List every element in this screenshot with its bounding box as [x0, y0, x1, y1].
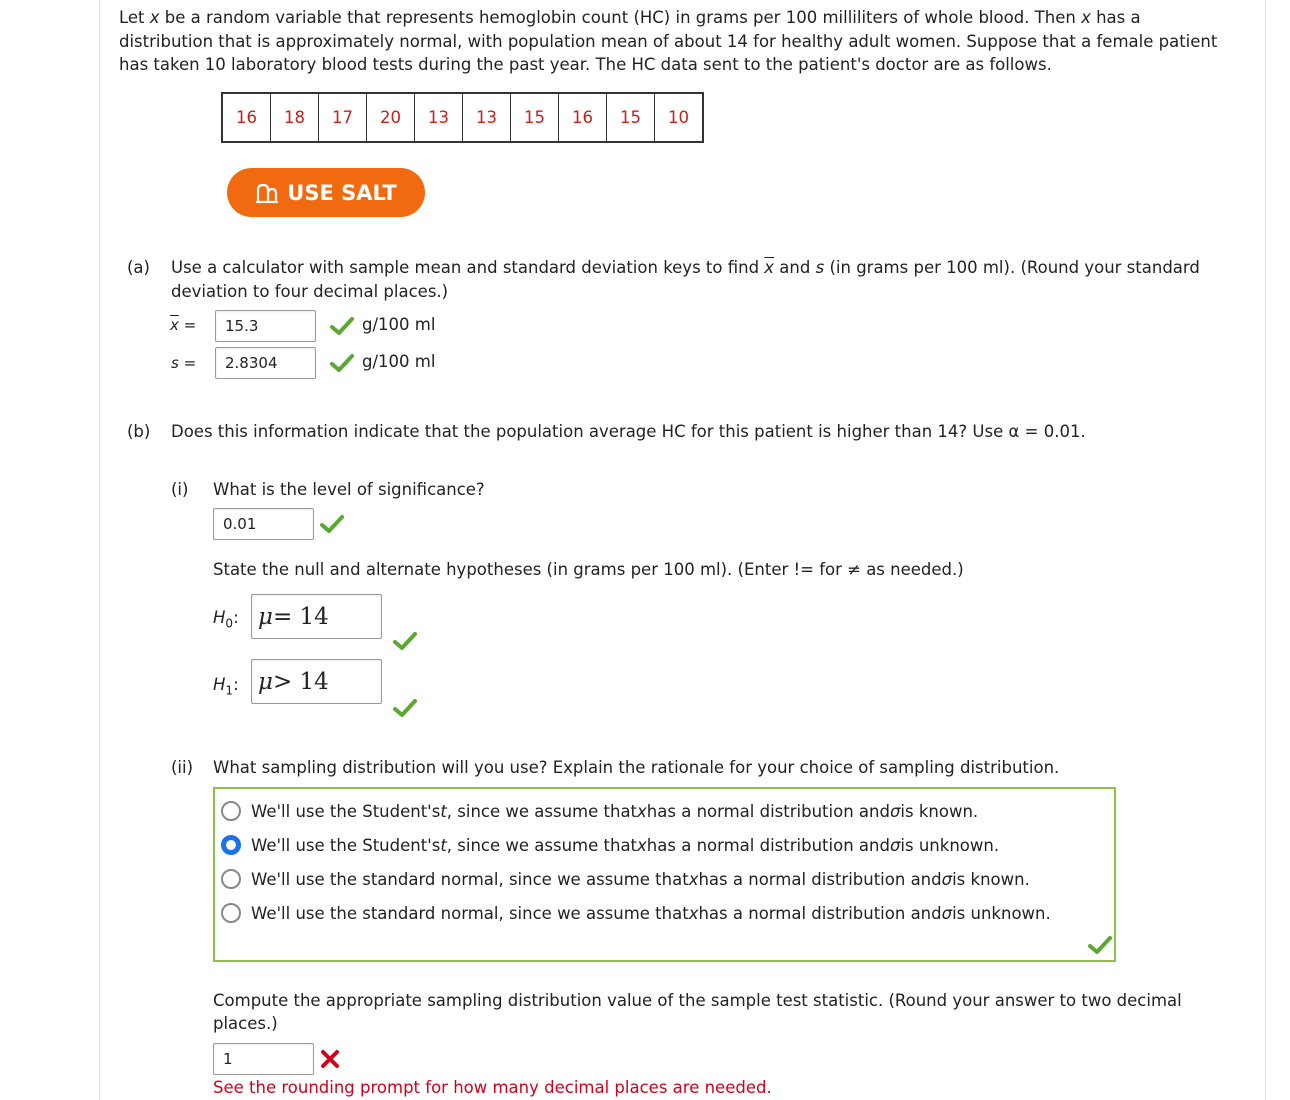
h0-label: $H_0$:: [213, 608, 239, 631]
use-salt-button[interactable]: [227, 168, 425, 217]
correct-check-icon: [1088, 935, 1112, 955]
part-ii-label: (ii): [171, 758, 194, 777]
data-cell: 15: [607, 93, 655, 142]
page-border-left: [99, 0, 100, 1100]
data-cell: 13: [415, 93, 463, 142]
sampling-question: What sampling distribution will you use? Explain the rationale for your choice of sampling distribution.: [213, 758, 1060, 777]
xbar-label: $\overline{x}$ =: [170, 316, 197, 334]
s-input[interactable]: 2.8304: [215, 347, 316, 379]
part-a-prompt-line2: deviation to four decimal places.): [171, 282, 449, 301]
incorrect-x-icon: [320, 1049, 340, 1069]
choice-option-selected[interactable]: We'll use the Student's t , since we assume that x has a normal distribution and σ is unknown.: [221, 833, 999, 857]
choice-option[interactable]: We'll use the standard normal, since we assume that x has a normal distribution and σ is unknown.: [221, 901, 1051, 925]
use-salt-label: USE SALT: [287, 180, 397, 205]
xbar-input[interactable]: 15.3: [215, 310, 316, 342]
correct-check-icon: [393, 698, 417, 718]
radio-button[interactable]: [221, 869, 241, 889]
correct-check-icon: [320, 514, 344, 534]
part-i-label: (i): [171, 480, 189, 499]
h1-input[interactable]: μ > 14: [251, 659, 382, 704]
data-cell: 17: [319, 93, 367, 142]
data-cell: 16: [559, 93, 607, 142]
data-cell: 18: [271, 93, 319, 142]
intro-paragraph: Let x be a random variable that represents hemoglobin count (HC) in grams per 100 milliliters of whole blood. Then x has a distribution that is approximately normal, with population mean of about 14 for healthy adult women. Suppose that a female patient has taken 10 laboratory blood tests during the past year. The HC data sent to the patient's doctor are as follows.: [119, 8, 1218, 74]
h1-label: $H_1$:: [213, 675, 239, 698]
compute-prompt-line2: places.): [213, 1014, 278, 1033]
h0-input[interactable]: μ = 14: [251, 594, 382, 639]
s-unit: g/100 ml: [362, 352, 436, 371]
radio-button[interactable]: [221, 903, 241, 923]
part-a-prompt: Use a calculator with sample mean and standard deviation keys to find $\overline{x}$ and s (in grams per 100 ml). (Round your standard: [171, 258, 1200, 277]
data-cell: 15: [511, 93, 559, 142]
significance-question: What is the level of significance?: [213, 480, 485, 499]
significance-input[interactable]: 0.01: [213, 508, 314, 540]
page-border-right: [1265, 0, 1266, 1100]
correct-check-icon: [330, 316, 354, 336]
radio-button[interactable]: [221, 801, 241, 821]
s-label: s =: [171, 354, 197, 372]
choice-option[interactable]: We'll use the standard normal, since we assume that x has a normal distribution and σ is known.: [221, 867, 1030, 891]
hc-data-table: [221, 92, 704, 143]
data-cell: 13: [463, 93, 511, 142]
hypotheses-prompt: State the null and alternate hypotheses (in grams per 100 ml). (Enter != for ≠ as needed.): [213, 560, 964, 579]
data-cell: 20: [367, 93, 415, 142]
sampling-choices-group: [213, 787, 1116, 962]
correct-check-icon: [330, 353, 354, 373]
part-b-label: (b): [127, 422, 151, 441]
data-cell: 16: [222, 93, 271, 142]
salt-logo-icon: [255, 182, 279, 204]
rounding-error-message: See the rounding prompt for how many decimal places are needed.: [213, 1078, 772, 1097]
test-statistic-input[interactable]: 1: [213, 1043, 314, 1075]
correct-check-icon: [393, 631, 417, 651]
choice-option[interactable]: We'll use the Student's t , since we assume that x has a normal distribution and σ is known.: [221, 799, 978, 823]
part-b-prompt: Does this information indicate that the population average HC for this patient is higher than 14? Use α = 0.01.: [171, 422, 1086, 441]
xbar-unit: g/100 ml: [362, 315, 436, 334]
data-cell: 10: [655, 93, 704, 142]
radio-button-selected[interactable]: [221, 835, 241, 855]
part-a-label: (a): [127, 258, 150, 277]
compute-prompt: Compute the appropriate sampling distribution value of the sample test statistic. (Round your answer to two decimal: [213, 991, 1182, 1010]
